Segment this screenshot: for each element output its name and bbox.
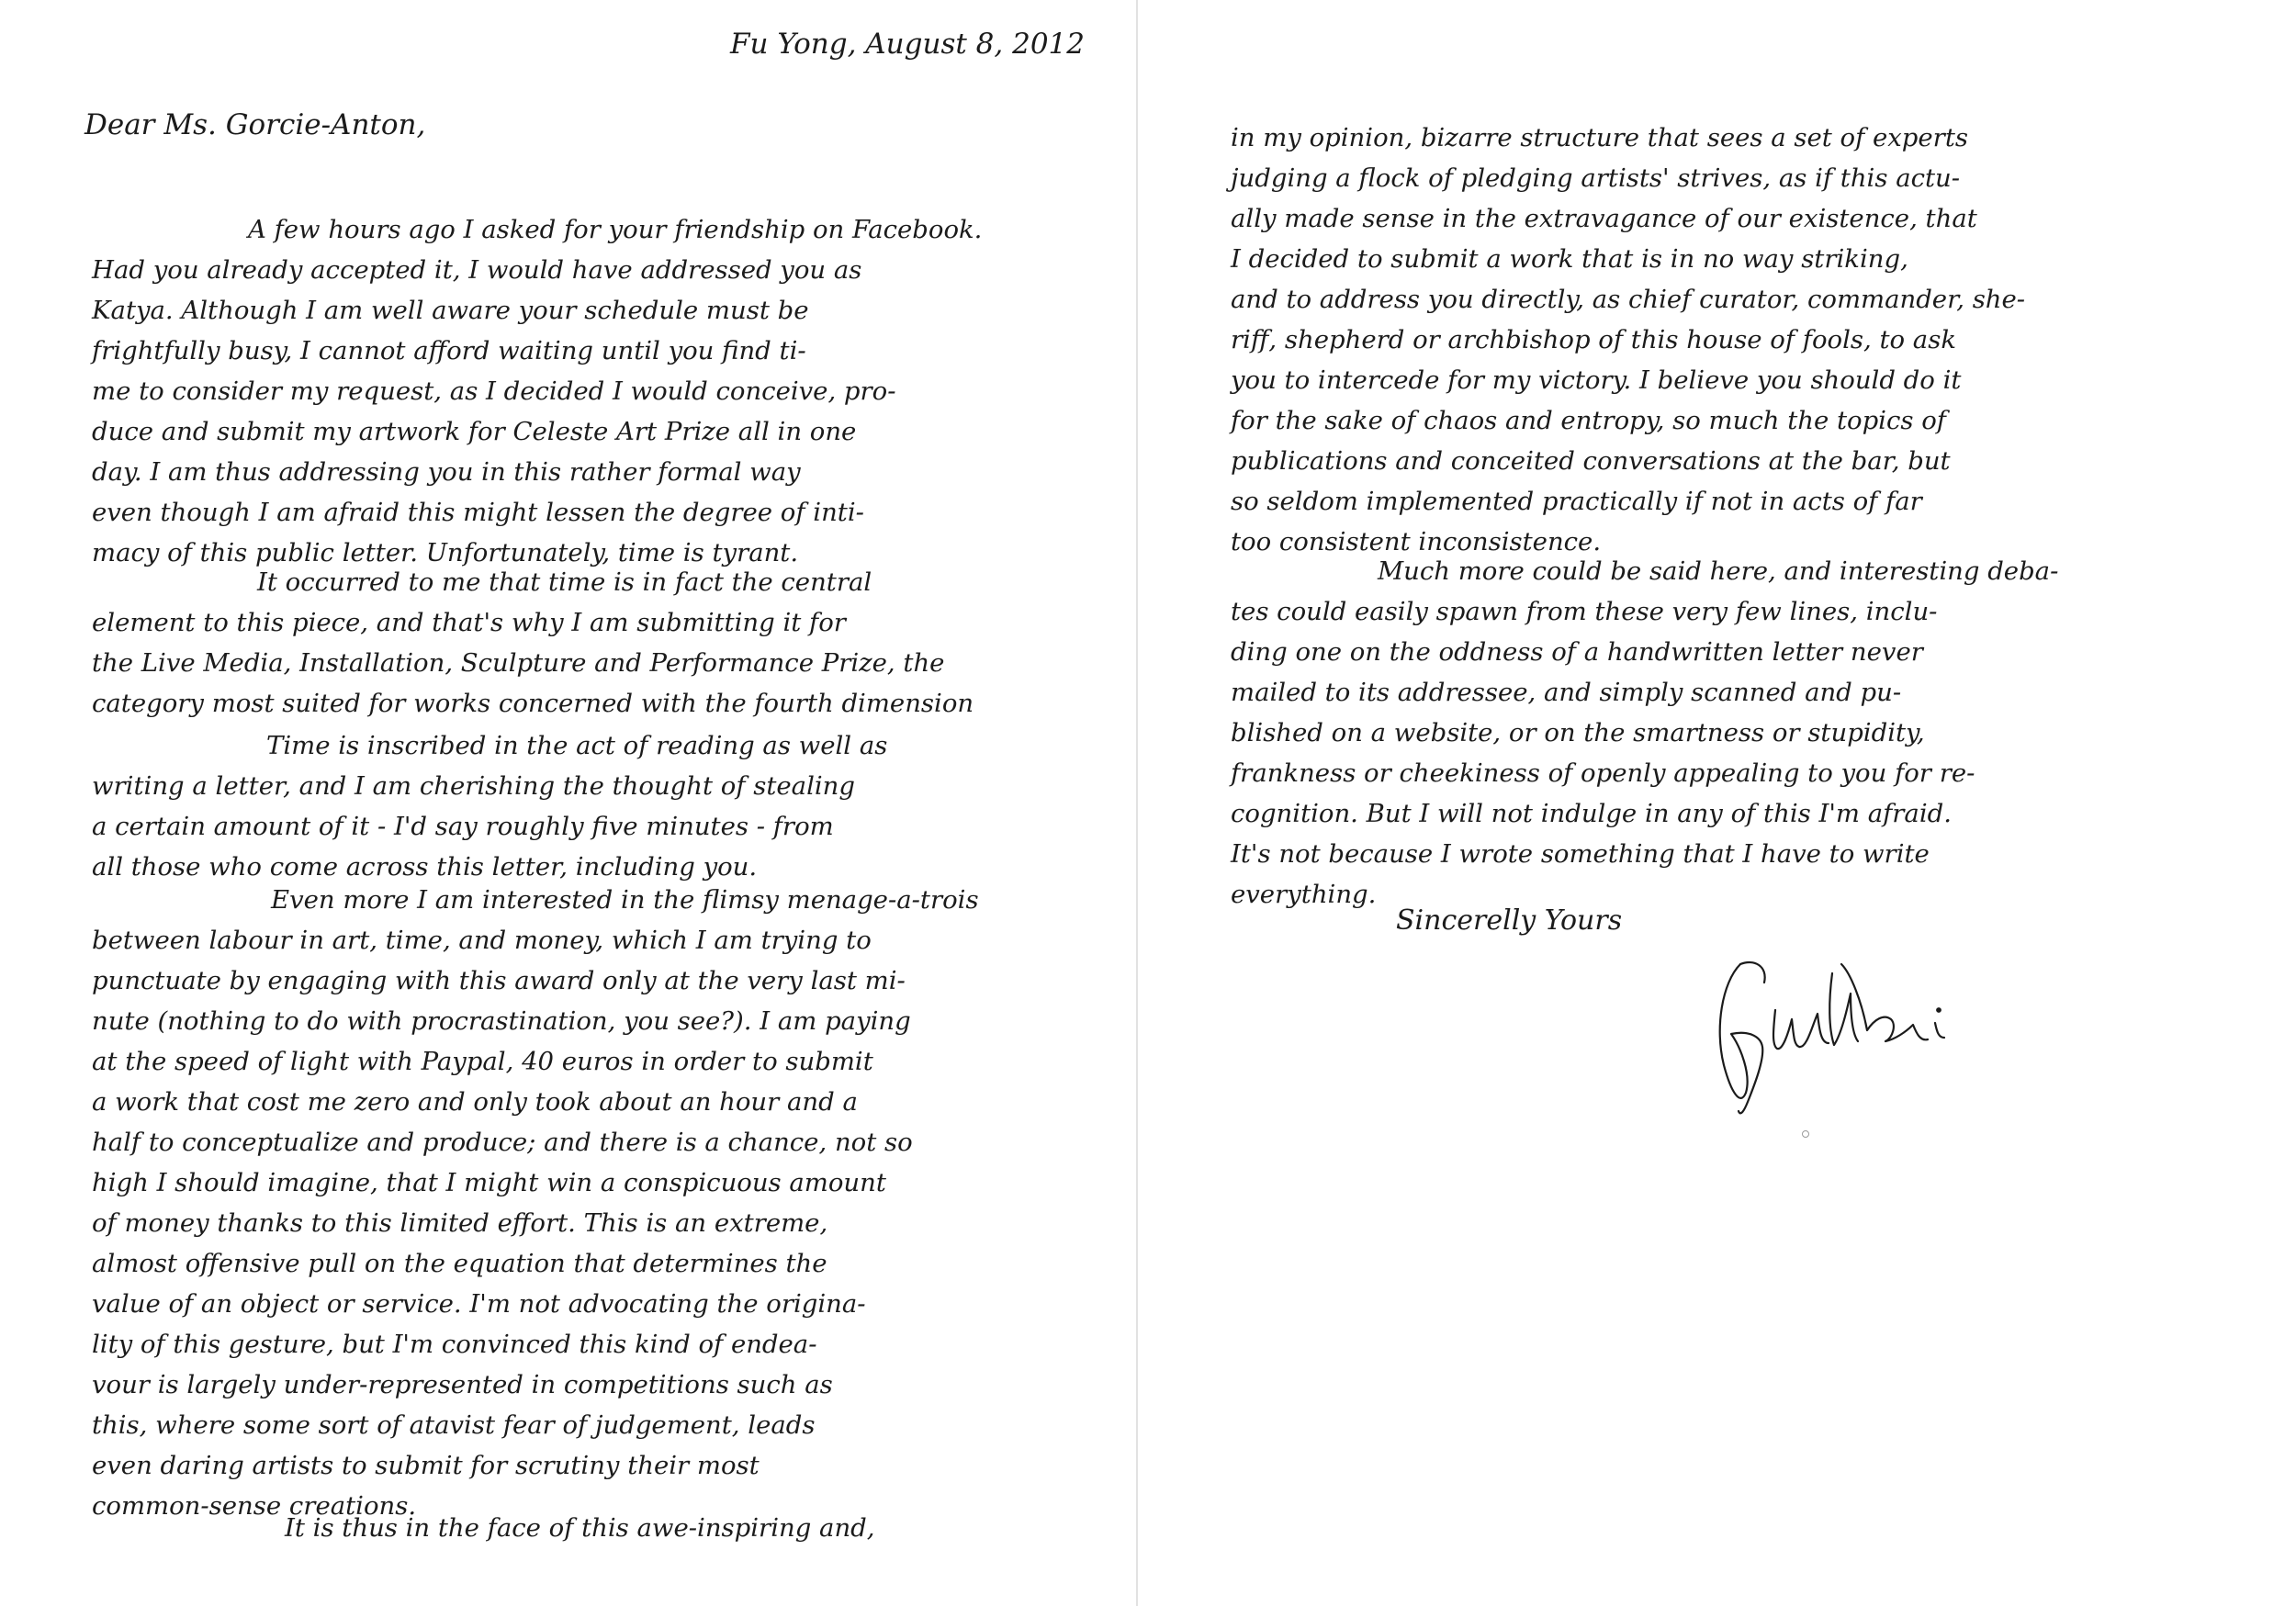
- letter-line: It's not because I wrote something that I have to write: [1231, 839, 1930, 869]
- letter-line: mailed to its addressee, and simply scanned and pu-: [1231, 678, 1902, 707]
- letter-line: a work that cost me zero and only took about an hour and a: [92, 1087, 858, 1117]
- letter-line: and to address you directly, as chief curator, commander, she-: [1231, 285, 2026, 314]
- letter-line: macy of this public letter. Unfortunately, time is tyrant.: [92, 538, 799, 567]
- letter-line: all those who come across this letter, including you.: [92, 852, 758, 882]
- letter-line: A few hours ago I asked for your friendship on Facebook.: [248, 215, 983, 244]
- letter-line: blished on a website, or on the smartness or stupidity,: [1231, 718, 1925, 747]
- scan-speck: [1802, 1130, 1809, 1138]
- letter-line: so seldom implemented practically if not in acts of far: [1231, 487, 1922, 516]
- letter-line: punctuate by engaging with this award only at the very last mi-: [92, 966, 906, 995]
- letter-line: cognition. But I will not indulge in any of this I'm afraid.: [1231, 799, 1952, 828]
- signature-text: [1727, 1106, 1728, 1107]
- letter-line: half to conceptualize and produce; and there is a chance, not so: [92, 1128, 913, 1157]
- letter-paragraph-5: [92, 1508, 875, 1548]
- letter-line: ally made sense in the extravagance of our existence, that: [1231, 204, 1977, 233]
- letter-line: everything.: [1231, 880, 1377, 909]
- letter-line: frankness or cheekiness of openly appealing to you for re-: [1231, 758, 1975, 788]
- letter-paragraph-6: [1231, 118, 2025, 562]
- letter-paragraph-2: [92, 562, 974, 724]
- letter-line: ding one on the oddness of a handwritten letter never: [1231, 637, 1923, 667]
- letter-closing: Sincerelly Yours: [1396, 904, 1623, 937]
- letter-salutation: Dear Ms. Gorcie-Anton,: [84, 108, 426, 141]
- letter-line: lity of this gesture, but I'm convinced this kind of endea-: [92, 1330, 817, 1359]
- letter-line: day. I am thus addressing you in this rather formal way: [92, 457, 801, 487]
- letter-page-right: [1139, 0, 2296, 1606]
- letter-line: you to intercede for my victory. I believe you should do it: [1231, 365, 1962, 395]
- letter-line: writing a letter, and I am cherishing the thought of stealing: [92, 771, 855, 801]
- letter-line: frightfully busy, I cannot afford waiting until you find ti-: [92, 336, 806, 365]
- letter-line: tes could easily spawn from these very few lines, inclu-: [1231, 597, 1938, 626]
- letter-line: the Live Media, Installation, Sculpture and Performance Prize, the: [92, 648, 945, 678]
- letter-line: element to this piece, and that's why I am submitting it for: [92, 608, 846, 637]
- letter-paragraph-4: [92, 880, 979, 1526]
- letter-line: almost offensive pull on the equation that determines the: [92, 1249, 827, 1278]
- letter-line: nute (nothing to do with procrastination, you see?). I am paying: [92, 1006, 911, 1036]
- letter-line: It occurred to me that time is in fact the central: [257, 567, 872, 597]
- letter-line: vour is largely under-represented in competitions such as: [92, 1370, 833, 1399]
- letter-line: a certain amount of it - I'd say roughly five minutes - from: [92, 812, 834, 841]
- letter-line: me to consider my request, as I decided I would conceive, pro-: [92, 376, 896, 406]
- page-divider: [1136, 0, 1138, 1606]
- letter-line: this, where some sort of atavist fear of judgement, leads: [92, 1410, 816, 1440]
- letter-line: Time is inscribed in the act of reading as well as: [266, 731, 888, 760]
- letter-line: between labour in art, time, and money, which I am trying to: [92, 926, 872, 955]
- letter-line: I decided to submit a work that is in no way striking,: [1231, 244, 1908, 274]
- letter-line: judging a flock of pledging artists' strives, as if this actu-: [1231, 163, 1961, 193]
- letter-paragraph-3: [92, 725, 887, 887]
- letter-line: duce and submit my artwork for Celeste Art Prize all in one: [92, 417, 857, 446]
- letter-line: Much more could be said here, and interesting deba-: [1378, 556, 2059, 586]
- letter-line: at the speed of light with Paypal, 40 euros in order to submit: [92, 1047, 873, 1076]
- letter-line: high I should imagine, that I might win a conspicuous amount: [92, 1168, 886, 1197]
- letter-page-left: [0, 0, 1134, 1606]
- letter-line: riff, shepherd or archbishop of this house of fools, to ask: [1231, 325, 1956, 354]
- handwritten-signature: [1704, 946, 1979, 1129]
- letter-date: Fu Yong, August 8, 2012: [730, 28, 1085, 61]
- letter-line: common-sense creations.: [92, 1491, 417, 1521]
- letter-line: for the sake of chaos and entropy, so much the topics of: [1231, 406, 1946, 435]
- letter-paragraph-7: [1231, 551, 2058, 915]
- letter-line: Had you already accepted it, I would have addressed you as: [92, 255, 862, 285]
- letter-paragraph-1: [92, 209, 982, 573]
- letter-line: even though I am afraid this might lessen the degree of inti-: [92, 498, 864, 527]
- letter-line: value of an object or service. I'm not advocating the origina-: [92, 1289, 866, 1319]
- letter-line: Even more I am interested in the flimsy menage-a-trois: [271, 885, 979, 915]
- letter-line: in my opinion, bizarre structure that sees a set of experts: [1231, 123, 1968, 152]
- letter-line: even daring artists to submit for scrutiny their most: [92, 1451, 760, 1480]
- letter-line: category most suited for works concerned with the fourth dimension: [92, 689, 974, 718]
- letter-line: publications and conceited conversations at the bar, but: [1231, 446, 1951, 476]
- letter-line: too consistent inconsistence.: [1231, 527, 1602, 556]
- letter-line: of money thanks to this limited effort. This is an extreme,: [92, 1208, 828, 1238]
- letter-line: It is thus in the face of this awe-inspiring and,: [285, 1513, 875, 1543]
- letter-line: Katya. Although I am well aware your schedule must be: [92, 296, 809, 325]
